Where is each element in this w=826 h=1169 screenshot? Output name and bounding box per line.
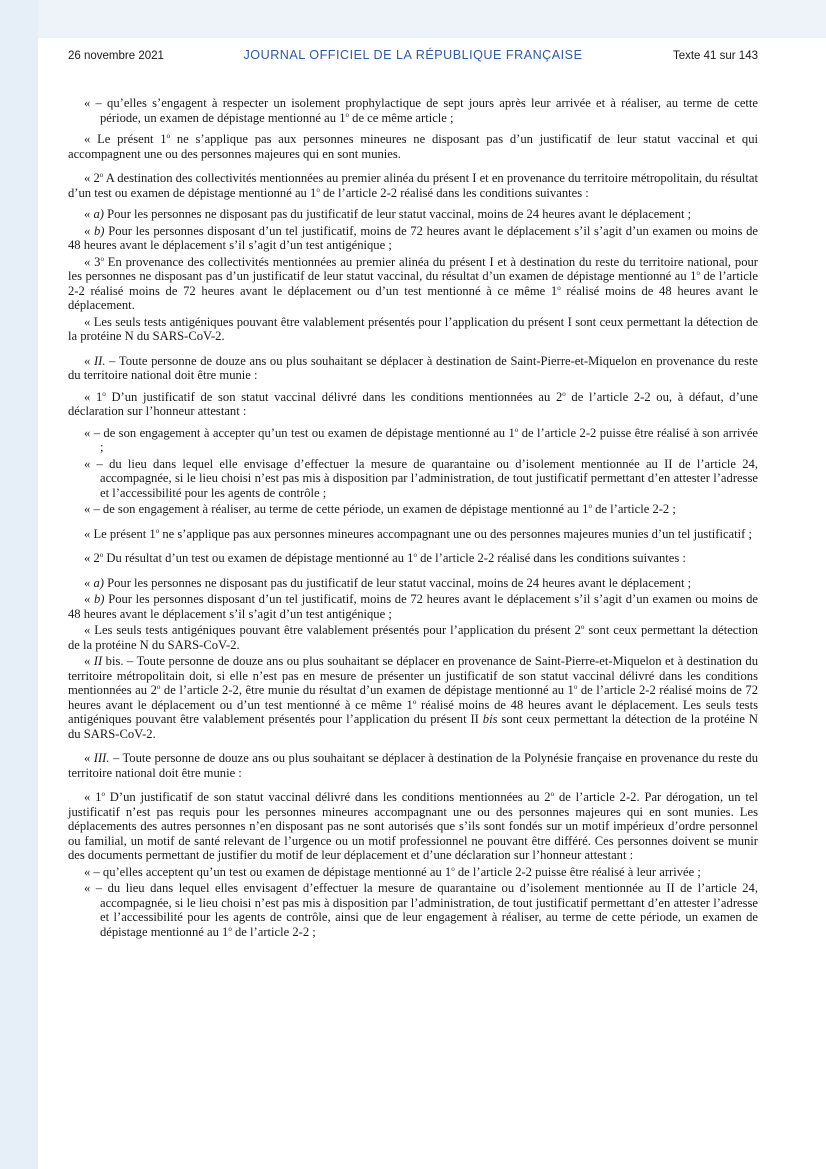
paragraph: « b) Pour les personnes disposant d’un tel justificatif, moins de 72 heures avant le déplacement s’il s’agit d’un examen ou moins de 48 heures avant le déplacement s’il s’agit d’un test antigénique ; xyxy=(68,592,758,621)
page-left-margin xyxy=(0,0,38,1169)
paragraph: « b) Pour les personnes disposant d’un tel justificatif, moins de 72 heures avant le déplacement s’il s’agit d’un examen ou moins de 48 heures avant le déplacement s’il s’agit d’un test antigénique ; xyxy=(68,223,758,252)
paragraph: « Les seuls tests antigéniques pouvant être valablement présentés pour l’application du présent I sont ceux permettant la détection de la protéine N du SARS-CoV-2. xyxy=(68,314,758,343)
document-body xyxy=(68,96,758,939)
paragraph: « Le présent 1$^o$ ne s’applique pas aux personnes mineures ne disposant pas d’un justificatif de leur statut vaccinal et qui accompagnent une ou des personnes majeures qui en sont munies. xyxy=(68,132,758,161)
paragraph: « II bis. – Toute personne de douze ans ou plus souhaitant se déplacer en provenance de Saint-Pierre-et-Miquelon et à destination du territoire métropolitain doit, si elle n’est pas en mesure de présenter un justificatif de son statut vaccinal délivré dans les conditions mentionnées au 2$^o$ de l’article 2-2, être munie du résultat d’un examen de dépistage mentionné au 1$^o$ de l’article 2-2 réalisé moins de 72 heures avant le déplacement ou d’un test mentionné à ce même 1$^o$ réalisé moins de 48 heures avant le déplacement. Les seuls tests antigéniques pouvant être valablement présentés pour l’application du présent II bis sont ceux permettant la détection de la protéine N du SARS-CoV-2. xyxy=(68,654,759,741)
publication-date: 26 novembre 2021 xyxy=(68,50,164,62)
list-item: « – du lieu dans lequel elles envisagent d’effectuer la mesure de quarantaine ou d’isolement mentionnée au II de l’article 24, accompagnée, si le lieu choisi n’est pas mis à disposition par l’administration, de tout justificatif permettant d’en attester l’adresse et l’accessibilité pour les agents de contrôle, ainsi que de leur engagement à réaliser, au terme de cette période, un examen de dépistage mentionné au 1$^o$ de l’article 2-2 ; xyxy=(84,881,758,939)
paragraph: « II. – Toute personne de douze ans ou plus souhaitant se déplacer à destination de Saint-Pierre-et-Miquelon en provenance du reste du territoire national doit être munie : xyxy=(68,353,758,382)
paragraph: « Les seuls tests antigéniques pouvant être valablement présentés pour l’application du présent 2$^o$ sont ceux permettant la détection de la protéine N du SARS-CoV-2. xyxy=(68,623,758,652)
paragraph: « 1$^o$ D’un justificatif de son statut vaccinal délivré dans les conditions mentionnées au 2$^o$ de l’article 2-2 ou, à défaut, d’une déclaration sur l’honneur attestant : xyxy=(68,389,758,418)
page-top-margin xyxy=(0,0,826,38)
paragraph: « a) Pour les personnes ne disposant pas du justificatif de leur statut vaccinal, moins de 24 heures avant le déplacement ; xyxy=(84,575,692,590)
journal-title: JOURNAL OFFICIEL DE LA RÉPUBLIQUE FRANÇAISE xyxy=(243,48,583,62)
list-item: « – du lieu dans lequel elle envisage d’effectuer la mesure de quarantaine ou d’isolement mentionnée au II de l’article 24, accompagnée, si le lieu choisi n’est pas mis à disposition par l’administration, de tout justificatif permettant d’en attester l’adresse et l’accessibilité pour les agents de contrôle ; xyxy=(84,456,758,500)
paragraph: « a) Pour les personnes ne disposant pas du justificatif de leur statut vaccinal, moins de 24 heures avant le déplacement ; xyxy=(84,207,692,221)
paragraph: « 1$^o$ D’un justificatif de son statut vaccinal délivré dans les conditions mentionnées au 2$^o$ de l’article 2-2. Par dérogation, un tel justificatif n’est pas requis pour les personnes mineures accompagnant une ou des personnes majeures qui en sont munies. Les déplacements des autres personnes n’en disposant pas ne sont autorisés que s’ils sont fondés sur un motif impérieux d’ordre personnel ou familial, un motif de santé relevant de l’urgence ou un motif professionnel ne pouvant être différé. Ces personnes doivent se munir des documents permettant de justifier du motif de leur déplacement et d’une déclaration sur l’honneur attestant : xyxy=(68,790,758,862)
list-item: « – qu’elles s’engagent à respecter un isolement prophylactique de sept jours après leur arrivée et à réaliser, au terme de cette période, un examen de dépistage mentionné au 1$^o$ de ce même article ; xyxy=(84,96,758,125)
list-item: « – qu’elles acceptent qu’un test ou examen de dépistage mentionné au 1$^o$ de l’article 2-2 puisse être réalisé à leur arrivée ; xyxy=(84,864,701,879)
paragraph: « 3$^o$ En provenance des collectivités mentionnées au premier alinéa du présent I et à destination du reste du territoire national, pour les personnes ne disposant pas d’un justificatif de leur statut vaccinal, du résultat d’un examen de dépistage mentionné au 1$^o$ de l’article 2-2 réalisé moins de 72 heures avant le déplacement ou d’un test mentionné à ce même 1$^o$ réalisé moins de 48 heures avant le déplacement. xyxy=(68,254,759,312)
list-item: « – de son engagement à réaliser, au terme de cette période, un examen de dépistage mentionné au 1$^o$ de l’article 2-2 ; xyxy=(84,502,676,516)
paragraph: « Le présent 1$^o$ ne s’applique pas aux personnes mineures accompagnant une ou des personnes majeures munies d’un tel justificatif ; xyxy=(84,526,752,541)
list-item: « – de son engagement à accepter qu’un test ou examen de dépistage mentionné au 1$^o$ de l’article 2-2 puisse être réalisé à son arrivée ; xyxy=(84,425,759,454)
paragraph: « III. – Toute personne de douze ans ou plus souhaitant se déplacer à destination de la Polynésie française en provenance du reste du territoire national doit être munie : xyxy=(68,751,758,780)
text-reference: Texte 41 sur 143 xyxy=(672,50,758,62)
page-header xyxy=(68,48,758,66)
paragraph: « 2$^o$ Du résultat d’un test ou examen de dépistage mentionné au 1$^o$ de l’article 2-2 réalisé dans les conditions suivantes : xyxy=(84,551,686,565)
paragraph: « 2$^o$ A destination des collectivités mentionnées au premier alinéa du présent I et en provenance du territoire métropolitain, du résultat d’un test ou examen de dépistage mentionné au 1$^o$ de l’article 2-2 réalisé dans les conditions suivantes : xyxy=(68,171,758,200)
